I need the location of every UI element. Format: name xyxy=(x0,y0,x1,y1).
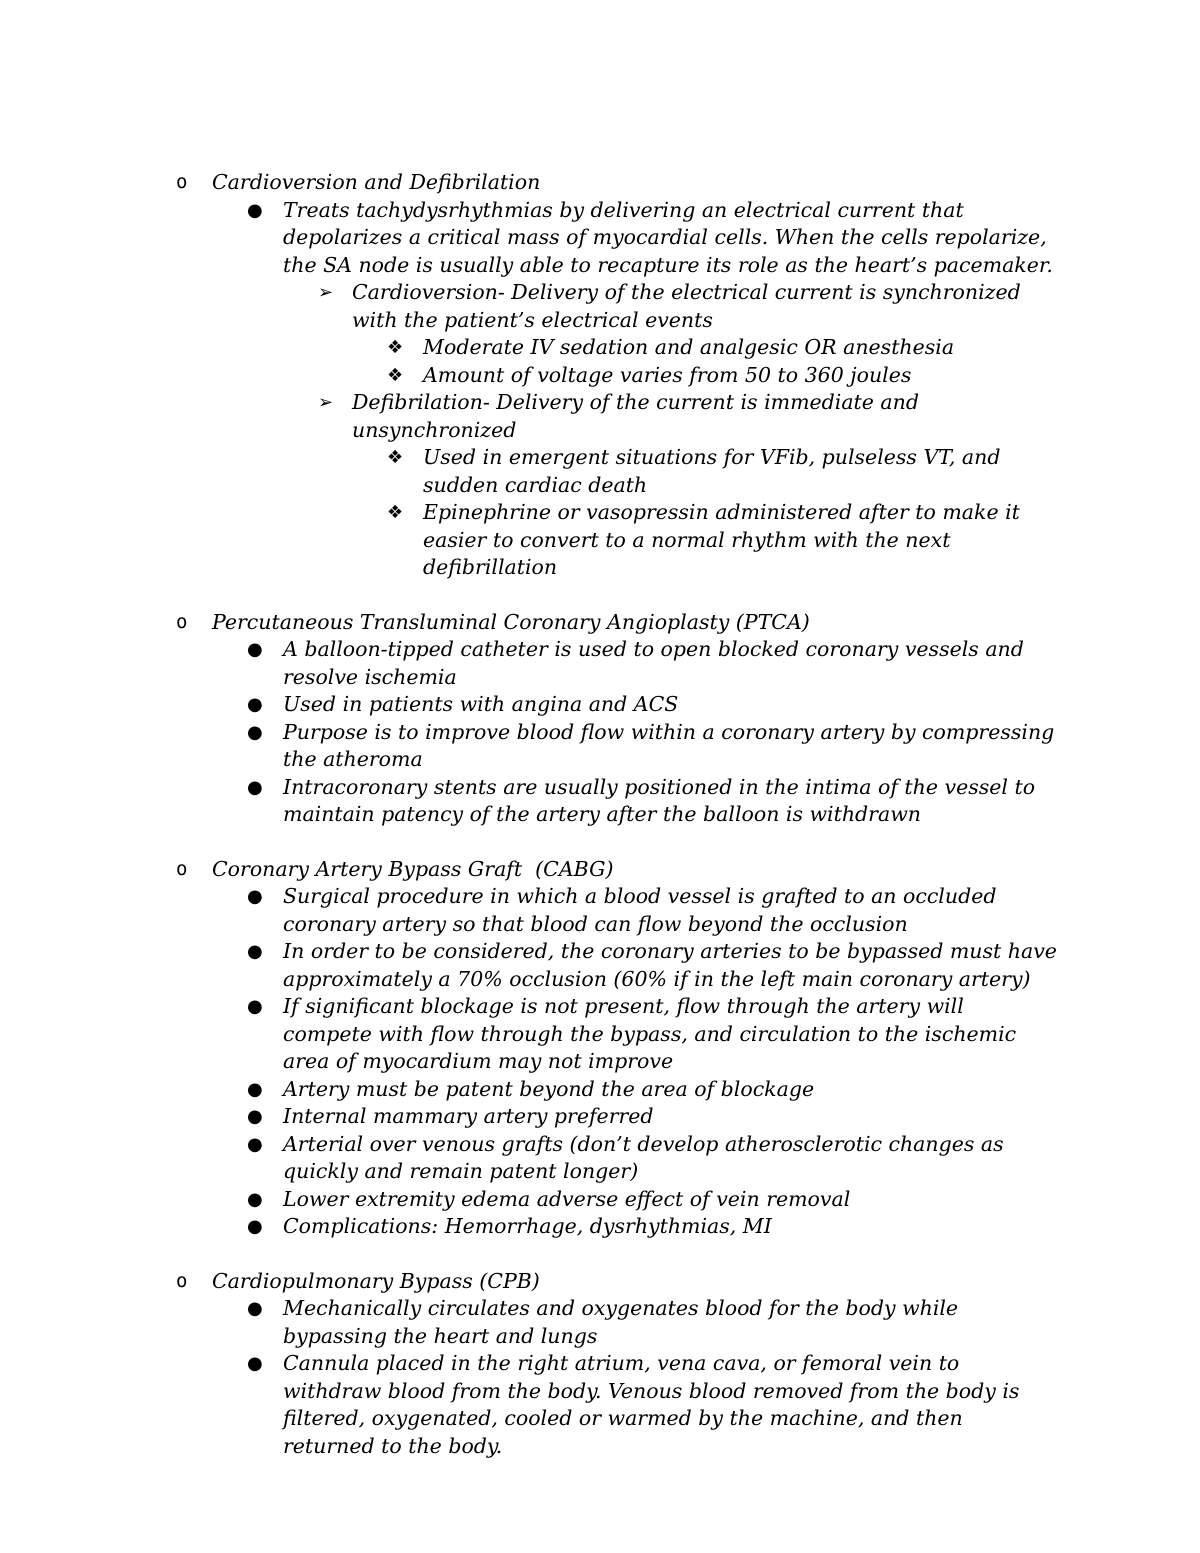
bullet-icon: ● xyxy=(247,721,263,743)
diamond-bullet-icon: ❖ xyxy=(387,447,404,468)
list-item xyxy=(0,1131,1058,1186)
bullet-icon: ● xyxy=(247,1133,263,1155)
list-item xyxy=(0,1213,1058,1241)
list-item xyxy=(0,1350,1058,1460)
section-heading xyxy=(0,169,1052,197)
bullet-icon: ● xyxy=(247,886,263,907)
arrow-bullet-icon: ➢ xyxy=(318,392,334,413)
list-item-text: Artery must be patent beyond the area of blockage xyxy=(283,1076,815,1101)
bullet-icon: ● xyxy=(247,1106,263,1127)
list-item xyxy=(0,883,1058,938)
list-item-text: Mechanically circulates and oxygenates blood for the body while bypassing the heart and lungs xyxy=(283,1296,959,1348)
list-item xyxy=(0,993,1058,1076)
bullet-icon: ● xyxy=(247,1298,263,1319)
sub-sub-list-item xyxy=(0,334,1063,362)
list-item xyxy=(0,1103,1058,1131)
list-item-text: Complications: Hemorrhage, dysrhythmias, MI xyxy=(283,1214,772,1238)
bullet-icon: ● xyxy=(247,639,263,660)
list-item-text: Lower extremity edema adverse effect of vein removal xyxy=(283,1186,851,1211)
list-item xyxy=(0,1076,1058,1104)
list-item-text: Cannula placed in the right atrium, vena cava, or femoral vein to withdraw blood from the body. Venous blood removed from the body is filtered, oxygenated, cooled or warmed by the machine, and then returned to the body. xyxy=(283,1351,1020,1458)
diamond-bullet-icon: ❖ xyxy=(387,502,404,523)
list-item-text: Treats tachydysrhythmias by delivering an electrical current that depolarizes a critical mass of myocardial cells. When the cells repolarize, the SA node is usually able to recapture its role as the heart’s pacemaker. xyxy=(283,197,1053,277)
section-title: Cardiopulmonary Bypass (CPB) xyxy=(212,1268,540,1293)
document-page xyxy=(0,169,1200,1487)
list-item-text: A balloon-tipped catheter is used to open blocked coronary vessels and resolve ischemia xyxy=(283,637,1024,689)
sub-sub-list-item-text: Moderate IV sedation and analgesic OR anesthesia xyxy=(423,335,955,359)
list-item-text: Arterial over venous grafts (don’t develop atherosclerotic changes as quickly and remain patent longer) xyxy=(283,1131,1004,1183)
circle-bullet-icon: o xyxy=(176,171,188,193)
section-heading xyxy=(0,1268,1052,1296)
section-heading xyxy=(0,609,1052,637)
sub-list-item-text: Defibrilation- Delivery of the current is immediate and unsynchronized xyxy=(352,390,919,442)
section-title: Coronary Artery Bypass Graft (CABG) xyxy=(212,856,614,881)
list-item xyxy=(0,938,1058,993)
section-ptca xyxy=(0,609,1200,829)
section-heading xyxy=(0,856,1052,884)
section-cpb xyxy=(0,1268,1200,1461)
bullet-icon: ● xyxy=(247,941,263,962)
section-title: Cardioversion and Defibrilation xyxy=(212,170,541,194)
sub-sub-list-item xyxy=(0,499,1063,582)
list-item xyxy=(0,691,1058,719)
sub-sub-list-item-text: Amount of voltage varies from 50 to 360 joules xyxy=(423,362,912,387)
arrow-bullet-icon: ➢ xyxy=(318,282,334,303)
list-item xyxy=(0,1186,1058,1214)
section-cardioversion xyxy=(0,169,1200,582)
sub-sub-list-item xyxy=(0,444,1063,499)
list-item-text: If significant blockage is not present, flow through the artery will compete with flow through the bypass, and circulation to the ischemic area of myocardium may not improve xyxy=(283,994,1017,1073)
bullet-icon: ● xyxy=(247,694,263,715)
bullet-icon: ● xyxy=(247,776,263,798)
sub-list-item xyxy=(0,279,1060,334)
bullet-icon: ● xyxy=(247,1216,263,1237)
list-item xyxy=(0,719,1058,774)
circle-bullet-icon: o xyxy=(176,1269,188,1292)
list-item-text: In order to be considered, the coronary arteries to be bypassed must have approximately a 70% occlusion (60% if in the left main coronary artery) xyxy=(283,939,1057,991)
sub-list-item-text: Cardioversion- Delivery of the electrical current is synchronized with the patient’s electrical events xyxy=(352,280,1021,332)
sub-sub-list-item-text: Used in emergent situations for VFib, pulseless VT, and sudden cardiac death xyxy=(423,445,1001,497)
circle-bullet-icon: o xyxy=(176,857,188,880)
circle-bullet-icon: o xyxy=(176,610,188,633)
sub-list-item xyxy=(0,389,1060,444)
list-item-text: Intracoronary stents are usually positioned in the intima of the vessel to maintain patency of the artery after the balloon is withdrawn xyxy=(283,774,1036,826)
section-cabg xyxy=(0,856,1200,1241)
list-item xyxy=(0,636,1058,691)
sub-sub-list-item-text: Epinephrine or vasopressin administered after to make it easier to convert to a normal rhythm with the next defibrillation xyxy=(423,500,1020,579)
bullet-icon: ● xyxy=(247,1078,263,1100)
diamond-bullet-icon: ❖ xyxy=(387,337,404,358)
bullet-icon: ● xyxy=(247,1188,263,1210)
list-item-text: Used in patients with angina and ACS xyxy=(283,692,679,716)
sub-sub-list-item xyxy=(0,362,1063,390)
list-item-text: Surgical procedure in which a blood vessel is grafted to an occluded coronary artery so that blood can flow beyond the occlusion xyxy=(283,884,997,936)
list-item xyxy=(0,1295,1058,1350)
list-item-text: Purpose is to improve blood flow within a coronary artery by compressing the atheroma xyxy=(283,719,1055,771)
bullet-icon: ● xyxy=(247,199,263,221)
section-title: Percutaneous Transluminal Coronary Angioplasty (PTCA) xyxy=(212,609,810,634)
diamond-bullet-icon: ❖ xyxy=(387,364,404,386)
bullet-icon: ● xyxy=(247,996,263,1017)
list-item xyxy=(0,774,1058,829)
bullet-icon: ● xyxy=(247,1353,263,1374)
list-item xyxy=(0,197,1058,280)
list-item-text: Internal mammary artery preferred xyxy=(283,1104,654,1128)
